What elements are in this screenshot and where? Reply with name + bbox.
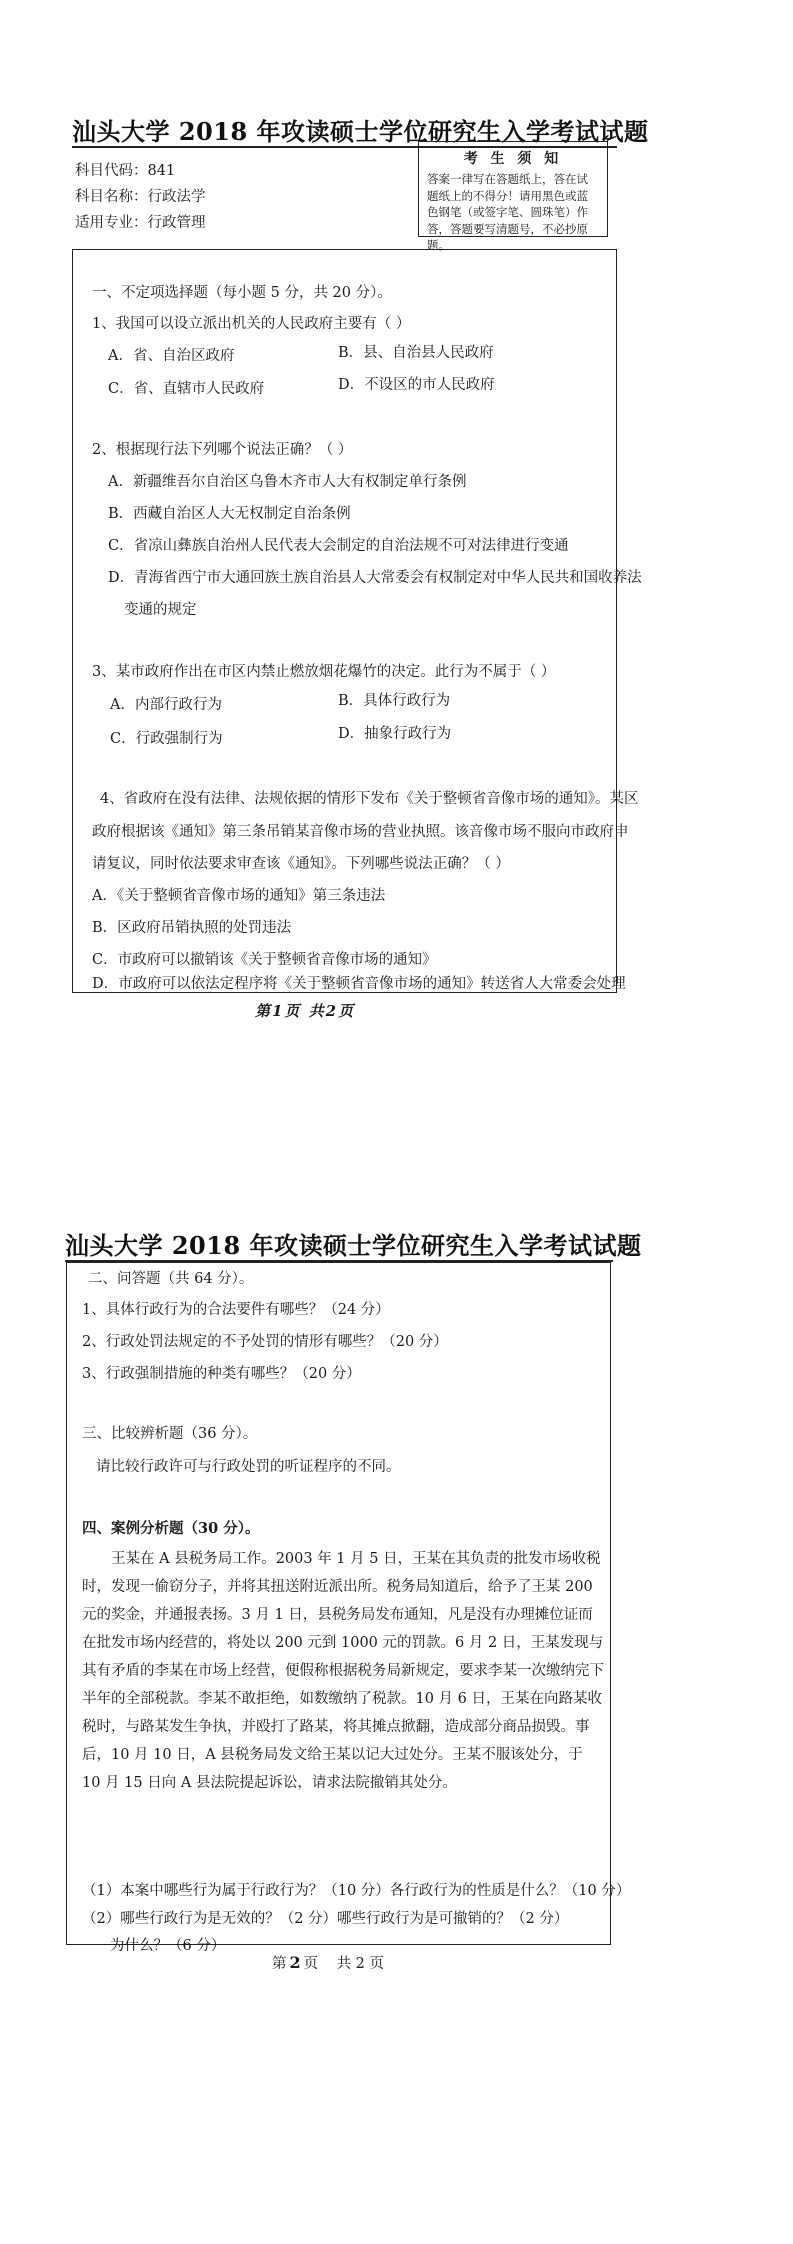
major-line: 适用专业：行政管理	[75, 215, 206, 231]
question-2: 2、行政处罚法规定的不予处罚的情形有哪些？（20 分）	[82, 1334, 448, 1350]
comparison-question: 请比较行政许可与行政处罚的听证程序的不同。	[96, 1459, 401, 1475]
section-heading: 一、不定项选择题（每小题 5 分，共 20 分）。	[92, 285, 392, 301]
option-d: D．市政府可以依法定程序将《关于整顿省音像市场的通知》转送省人大常委会处理	[92, 976, 626, 992]
option-b: B．具体行政行为	[338, 693, 451, 709]
option-b: B．西藏自治区人大无权制定自治条例	[108, 506, 351, 522]
page-title: 汕头大学 2018 年攻读硕士学位研究生入学考试试题	[65, 1231, 642, 1260]
candidate-notice-box	[418, 141, 608, 252]
question-4-stem: 4、省政府在没有法律、法规依据的情形下发布《关于整顿省音像市场的通知》。某区	[100, 791, 639, 807]
option-b: B．县、自治县人民政府	[338, 345, 494, 361]
question-4-stem: 政府根据该《通知》第三条吊销某音像市场的营业执照。该音像市场不服向市政府申	[92, 824, 629, 840]
exam-meta	[75, 160, 206, 234]
question-3: 3、行政强制措施的种类有哪些？（20 分）	[82, 1366, 361, 1382]
option-c: C．省凉山彝族自治州人民代表大会制定的自治法规不可对法律进行变通	[108, 538, 569, 554]
option-d: D．不设区的市人民政府	[338, 377, 495, 393]
section-heading: 三、比较辨析题（36 分）。	[82, 1426, 258, 1442]
option-c: C．市政府可以撤销该《关于整顿省音像市场的通知》	[92, 952, 437, 968]
question-3-stem: 3、某市政府作出在市区内禁止燃放烟花爆竹的决定。此行为不属于（ ）	[92, 664, 556, 680]
page-number: 第 2 页 共 2 页	[272, 1953, 385, 1972]
option-a: A．省、自治区政府	[108, 348, 235, 364]
question-2-stem: 2、根据现行法下列哪个说法正确？（ ）	[92, 442, 353, 458]
question-4-stem: 请复议，同时依法要求审查该《通知》。下列哪些说法正确？（ ）	[92, 856, 510, 872]
sub-question-2: （2）哪些行政行为是无效的？（2 分）哪些行政行为是可撤销的？（2 分）	[82, 1911, 569, 1927]
section-heading: 二、问答题（共 64 分）。	[88, 1271, 254, 1287]
notice-body: 答案一律写在答题纸上，答在试题纸上的不得分！请用黑色或蓝色钢笔（或签字笔、圆珠笔）作答，答题要写清题号，不必抄原题。	[427, 172, 588, 252]
option-d-continued: 变通的规定	[124, 602, 197, 618]
option-d: D．青海省西宁市大通回族土族自治县人大常委会有权制定对中华人民共和国收养法	[108, 570, 642, 586]
option-a: A．新疆维吾尔自治区乌鲁木齐市人大有权制定单行条例	[108, 474, 467, 490]
option-a: A．内部行政行为	[110, 697, 222, 713]
page-title: 汕头大学 2018 年攻读硕士学位研究生入学考试试题	[72, 117, 649, 146]
sub-question-2-continued: 为什么？（6 分）	[110, 1938, 226, 1954]
subject-name-line: 科目名称：行政法学	[75, 189, 206, 205]
question-1: 1、具体行政行为的合法要件有哪些？（24 分）	[82, 1302, 390, 1318]
option-c: C．省、直辖市人民政府	[108, 381, 265, 397]
sub-question-1: （1）本案中哪些行为属于行政行为？（10 分）各行政行为的性质是什么？（10 分）	[82, 1883, 631, 1899]
section-heading: 四、案例分析题（30 分）。	[82, 1520, 260, 1537]
page-number: 第1页 共2页	[255, 1002, 356, 1020]
case-paragraph: 王某在 A 县税务局工作。2003 年 1 月 5 日，王某在其负责的批发市场收税时，发现一偷窃分子，并将其扭送附近派出所。税务局知道后，给予了王某 200 元的奖金，并通报表扬。3 月 1 日，县税务局发布通知，凡是没有办理摊位证而在批发市场内经营的，将处以 200 元到 1000 元的罚款。6 月 2 日，王某发现与其有矛盾的李某在市场上经营，便假称根据税务局新规定，要求李某一次缴纳完下半年的全部税款。李某不敢拒绝，如数缴纳了税款。10 月 6 日，王某在向路某收税时，与路某发生争执，并殴打了路某，将其摊点掀翻，造成部分商品损毁。事后，10 月 10 日，A 县税务局发文给王某以记大过处分。王某不服该处分，于 10 月 15 日向 A 县法院提起诉讼，请求法院撤销其处分。	[82, 1551, 604, 1791]
option-b: B．区政府吊销执照的处罚违法	[92, 920, 292, 936]
option-a: A．《关于整顿省音像市场的通知》第三条违法	[92, 888, 386, 904]
option-c: C．行政强制行为	[110, 731, 223, 747]
question-1-stem: 1、我国可以设立派出机关的人民政府主要有（ ）	[92, 316, 411, 332]
notice-title: 考 生 须 知	[463, 151, 563, 167]
option-d: D．抽象行政行为	[338, 726, 452, 742]
subject-code-line: 科目代码：841	[75, 163, 176, 179]
